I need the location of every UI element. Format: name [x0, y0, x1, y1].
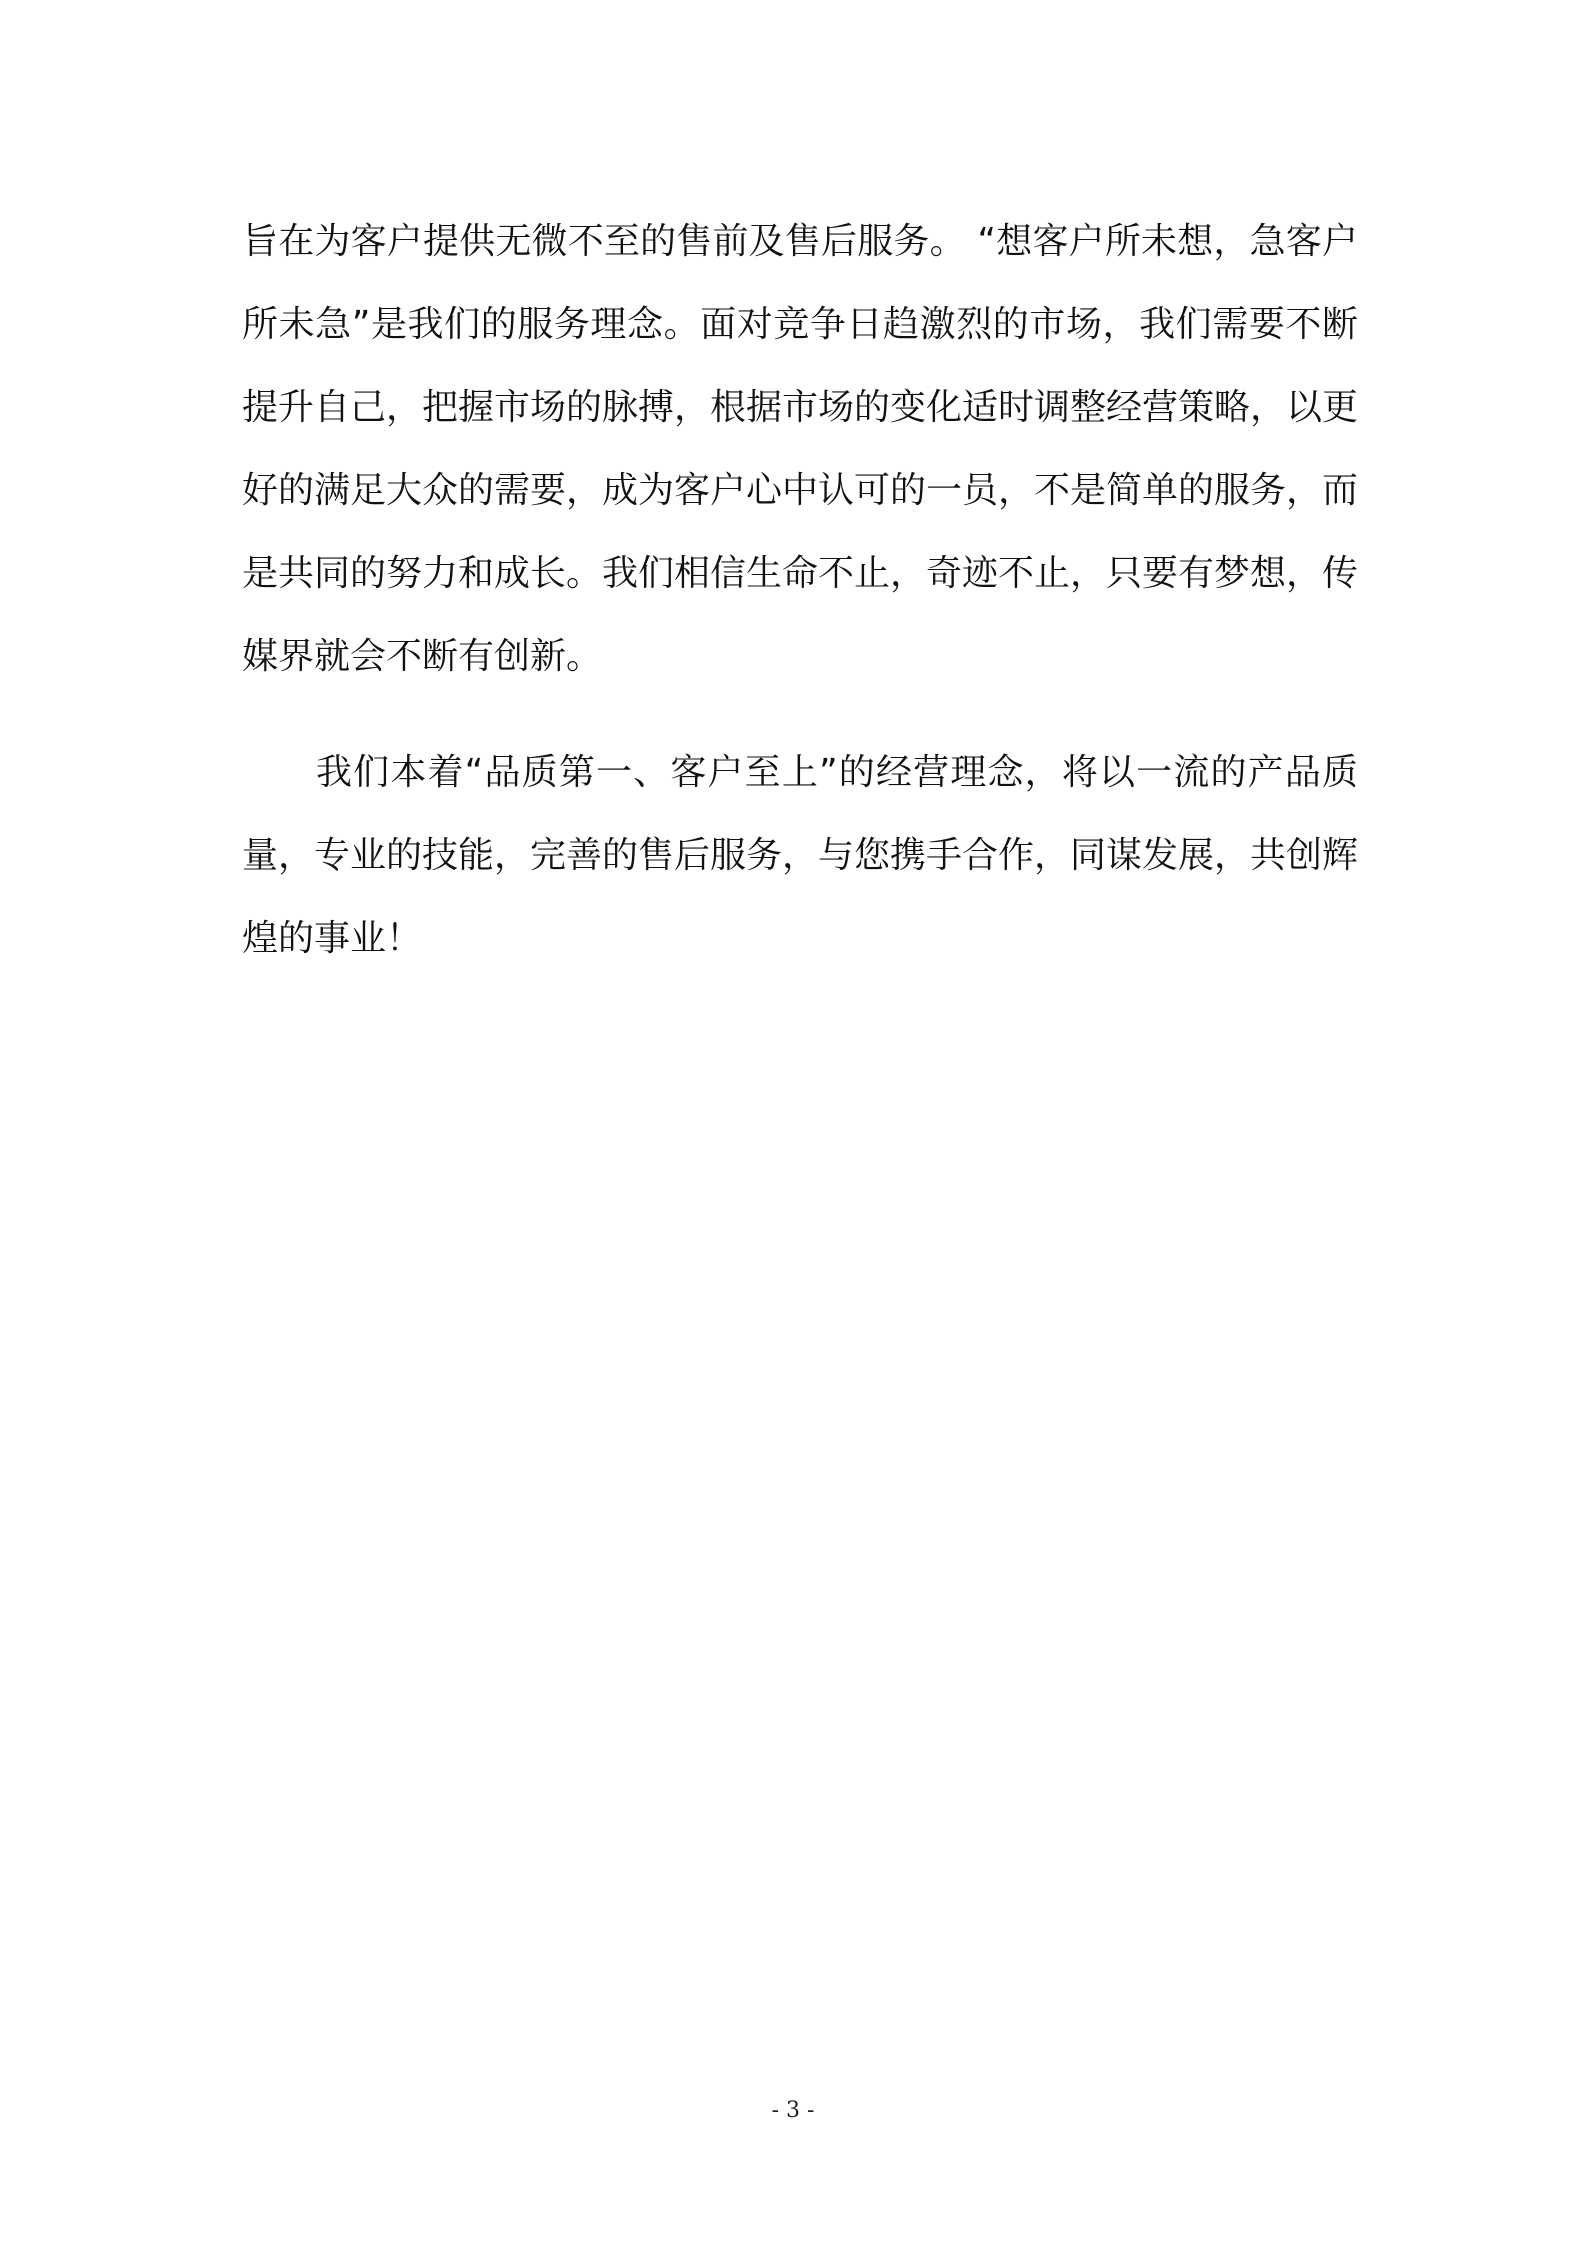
document-body [242, 200, 1358, 980]
paragraph-business-philosophy: 我们本着“品质第一、客户至上”的经营理念，将以一流的产品质量，专业的技能，完善的售后服务，与您携手合作，同谋发展，共创辉煌的事业！ [242, 752, 1359, 959]
page-number: - 3 - [771, 2098, 815, 2123]
paragraph-service-philosophy: 旨在为客户提供无微不至的售前及售后服务。 “想客户所未想，急客户所未急”是我们的服务理念。面对竞争日趋激烈的市场，我们需要不断提升自己，把握市场的脉搏，根据市场的变化适时调整经营策略，以更好的满足大众的需要，成为客户心中认可的一员，不是简单的服务，而是共同的努力和成长。我们相信生命不止，奇迹不止，只要有梦想，传媒界就会不断有创新。 [242, 221, 1359, 677]
